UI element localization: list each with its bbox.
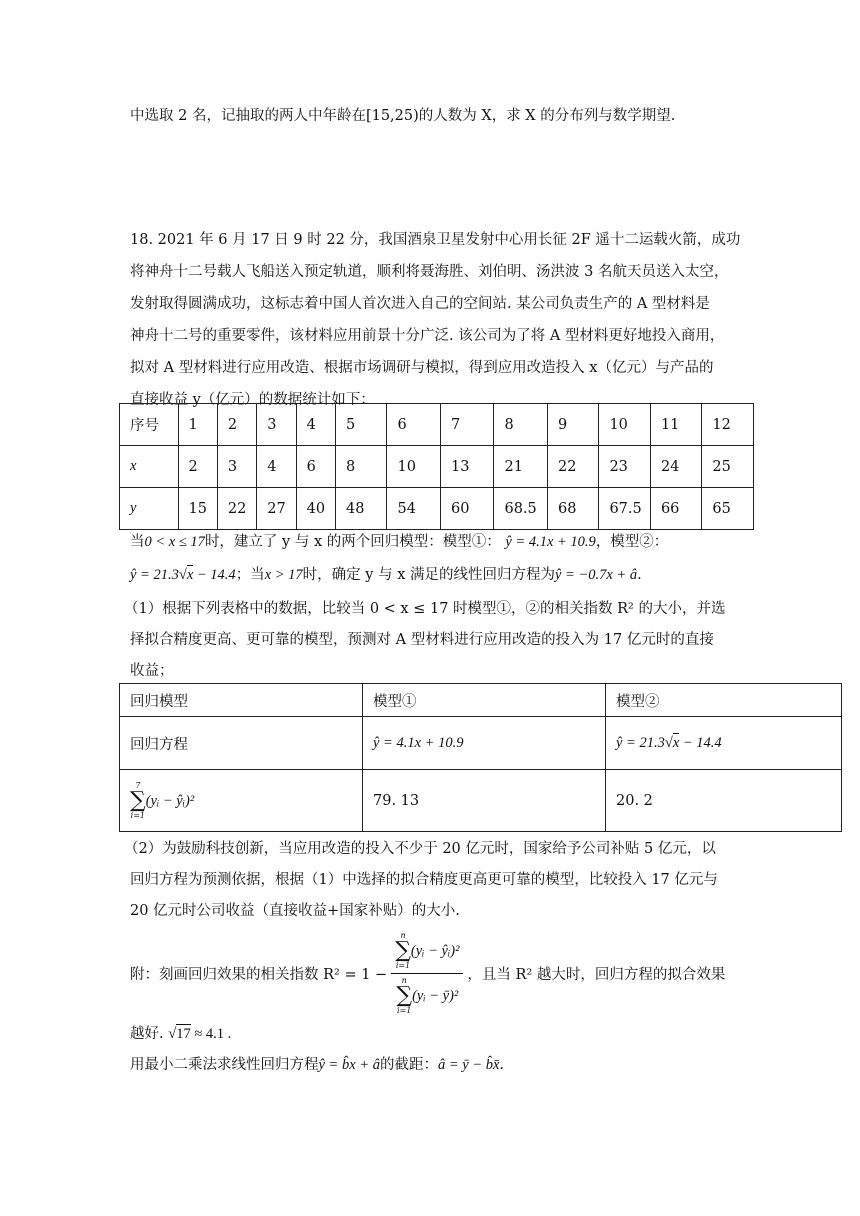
table-cell: 67.5 — [599, 488, 650, 530]
appendix-prefix: 附：刻画回归效果的相关指数 R² = 1 − — [130, 967, 388, 983]
appendix-line-1 — [130, 932, 725, 1015]
table-cell: 6 — [387, 404, 441, 446]
row-label: y — [120, 488, 179, 530]
row-label: 序号 — [120, 404, 179, 446]
table-cell: 9 — [547, 404, 598, 446]
linear-equation: ŷ = −0.7x + â — [554, 567, 638, 583]
model-1-equation: ŷ = 4.1x + 10.9 — [505, 534, 596, 550]
problem-line: 发射取得圆满成功，这标志着中国人首次进入自己的空间站. 某公司负责生产的 A 型材料是 — [130, 296, 710, 312]
table-cell: 65 — [702, 488, 754, 530]
table-row — [120, 488, 754, 530]
table-cell: 6 — [296, 446, 335, 488]
sum-upper: n — [401, 976, 407, 985]
row-label: x — [120, 446, 179, 488]
model-table — [119, 683, 842, 832]
text: 时，确定 y 与 x 满足的线性回归方程为 — [302, 567, 555, 583]
problem-line: 拟对 A 型材料进行应用改造、根据市场调研与模拟，得到应用改造投入 x（亿元）与产品的 — [130, 360, 714, 376]
problem-line: 直接收益 y（亿元）的数据统计如下： — [130, 392, 375, 408]
table-cell: 79. 13 — [363, 770, 606, 832]
problem-line: 将神舟十二号载人飞船送入预定轨道，顺利将聂海胜、刘伯明、汤洪波 3 名航天员送入太空， — [130, 264, 729, 280]
question-1-line: 择拟合精度更高、更可靠的模型，预测对 A 型材料进行应用改造的投入为 17 亿元时的直接 — [130, 632, 714, 648]
text: 越好. — [130, 1026, 164, 1042]
math-part: ŷ = 21.3 — [616, 734, 665, 751]
table-cell: 4 — [257, 446, 296, 488]
question-2-line: 20 亿元时公司收益（直接收益+国家补贴）的大小. — [130, 903, 460, 919]
table-cell: 2 — [178, 446, 217, 488]
table-cell: 12 — [702, 404, 754, 446]
text: ≈ 4.1 . — [190, 1026, 232, 1042]
sum-symbol — [395, 932, 411, 970]
table-cell — [606, 717, 842, 770]
table-row — [120, 404, 754, 446]
sum-lower: i=1 — [397, 1006, 412, 1015]
table-header: 模型① — [363, 684, 606, 717]
table-cell: 15 — [178, 488, 217, 530]
question-1-line: （1）根据下列表格中的数据，比较当 0 < x ≤ 17 时模型①，②的相关指数 R² 的大小，并选 — [124, 601, 726, 617]
table-cell: 10 — [387, 446, 441, 488]
sum-term: (yᵢ − ŷᵢ)² — [145, 792, 195, 809]
table-cell: 8 — [494, 404, 548, 446]
appendix-line-3 — [130, 1053, 504, 1074]
table-cell: 4 — [296, 404, 335, 446]
sigma-glyph: ∑ — [395, 938, 411, 963]
denominator-term: (yᵢ − ȳ)² — [412, 988, 459, 1004]
table-cell: 11 — [650, 404, 701, 446]
sum-lower: i=1 — [130, 810, 146, 820]
model-2-equation-b: − 14.4 — [193, 567, 236, 583]
sum-symbol — [130, 782, 146, 820]
sum-lower: i=1 — [395, 961, 411, 970]
math-part: x — [672, 734, 680, 751]
text: ；当 — [235, 567, 265, 583]
table-cell: 68.5 — [494, 488, 548, 530]
text: 当 — [130, 534, 145, 550]
sqrt-symbol: √ — [178, 567, 187, 583]
text: 的截距： — [379, 1057, 438, 1073]
appendix-line-2 — [130, 1022, 231, 1043]
table-cell: ŷ = 4.1x + 10.9 — [363, 717, 606, 770]
text: . — [637, 567, 642, 583]
table-cell: 8 — [335, 446, 386, 488]
sum-upper: n — [400, 931, 406, 940]
table-cell: 40 — [296, 488, 335, 530]
table-cell: 66 — [650, 488, 701, 530]
table-cell: 回归方程 — [120, 717, 363, 770]
table-cell: 20. 2 — [606, 770, 842, 832]
text: . — [499, 1057, 505, 1073]
table-row — [120, 446, 754, 488]
fraction-denominator — [392, 974, 462, 1015]
model-line-2 — [130, 563, 642, 584]
question-1-line: 收益； — [130, 663, 174, 679]
table-cell: 60 — [440, 488, 494, 530]
table-cell: 5 — [335, 404, 386, 446]
table-header: 回归模型 — [120, 684, 363, 717]
sigma-glyph: ∑ — [130, 787, 146, 813]
intercept-equation: â = ȳ − b̂x̄ — [437, 1057, 500, 1073]
table-cell: 24 — [650, 446, 701, 488]
appendix-suffix: ，且当 R² 越大时，回归方程的拟合效果 — [467, 967, 726, 983]
table-cell: 10 — [599, 404, 650, 446]
table-cell: 22 — [547, 446, 598, 488]
text: ，模型②： — [595, 534, 669, 550]
table-cell: 21 — [494, 446, 548, 488]
table-header: 模型② — [606, 684, 842, 717]
table-row — [120, 770, 842, 832]
table-row — [120, 684, 842, 717]
sum-symbol — [396, 977, 412, 1015]
math-part: − 14.4 — [679, 734, 722, 751]
fraction-numerator — [391, 932, 463, 974]
text: 时，建立了 y 与 x 的两个回归模型：模型①： — [204, 534, 501, 550]
intro-line: 中选取 2 名，记抽取的两人中年龄在[15,25)的人数为 X，求 X 的分布列与数学期望. — [130, 108, 676, 124]
table-cell: 27 — [257, 488, 296, 530]
numerator-term: (yᵢ − ŷᵢ)² — [410, 943, 460, 959]
sqrt-value: 17 — [176, 1026, 191, 1042]
sum-upper: 7 — [135, 780, 141, 790]
table-cell: 3 — [257, 404, 296, 446]
model-2-equation-a: ŷ = 21.3 — [130, 567, 179, 583]
table-cell: 1 — [178, 404, 217, 446]
problem-line: 神舟十二号的重要零件，该材料应用前景十分广泛. 该公司为了将 A 型材料更好地投入商用， — [130, 328, 725, 344]
problem-line: 18. 2021 年 6 月 17 日 9 时 22 分，我国酒泉卫星发射中心用长征 2F 遥十二运载火箭，成功 — [130, 232, 741, 248]
table-cell: 54 — [387, 488, 441, 530]
question-2-line: 回归方程为预测依据，根据（1）中选择的拟合精度更高更可靠的模型，比较投入 17 亿元与 — [130, 872, 718, 888]
table-cell: 25 — [702, 446, 754, 488]
table-row — [120, 717, 842, 770]
model-2-equation-sqrt: x — [186, 567, 194, 583]
question-2-line: （2）为鼓励科技创新，当应用改造的投入不少于 20 亿元时，国家给予公司补贴 5 亿元，以 — [124, 841, 716, 857]
table-cell: 7 — [440, 404, 494, 446]
table-cell: 3 — [217, 446, 256, 488]
model-line-1 — [130, 530, 668, 551]
sqrt-symbol: √ — [168, 1026, 177, 1042]
linear-regression-equation: ŷ = b̂x + â — [318, 1057, 380, 1073]
data-table — [119, 403, 754, 530]
table-cell: 68 — [547, 488, 598, 530]
text: 用最小二乘法求线性回归方程 — [130, 1057, 319, 1073]
table-cell: 2 — [217, 404, 256, 446]
table-cell: 48 — [335, 488, 386, 530]
r2-fraction — [391, 932, 463, 1015]
table-cell: 22 — [217, 488, 256, 530]
condition-2: x > 17 — [264, 567, 303, 583]
table-cell — [120, 770, 363, 832]
table-cell: 23 — [599, 446, 650, 488]
sigma-glyph: ∑ — [396, 983, 413, 1008]
table-cell: 13 — [440, 446, 494, 488]
sqrt-symbol: √ — [664, 734, 673, 751]
condition-1: 0 < x ≤ 17 — [144, 534, 205, 550]
